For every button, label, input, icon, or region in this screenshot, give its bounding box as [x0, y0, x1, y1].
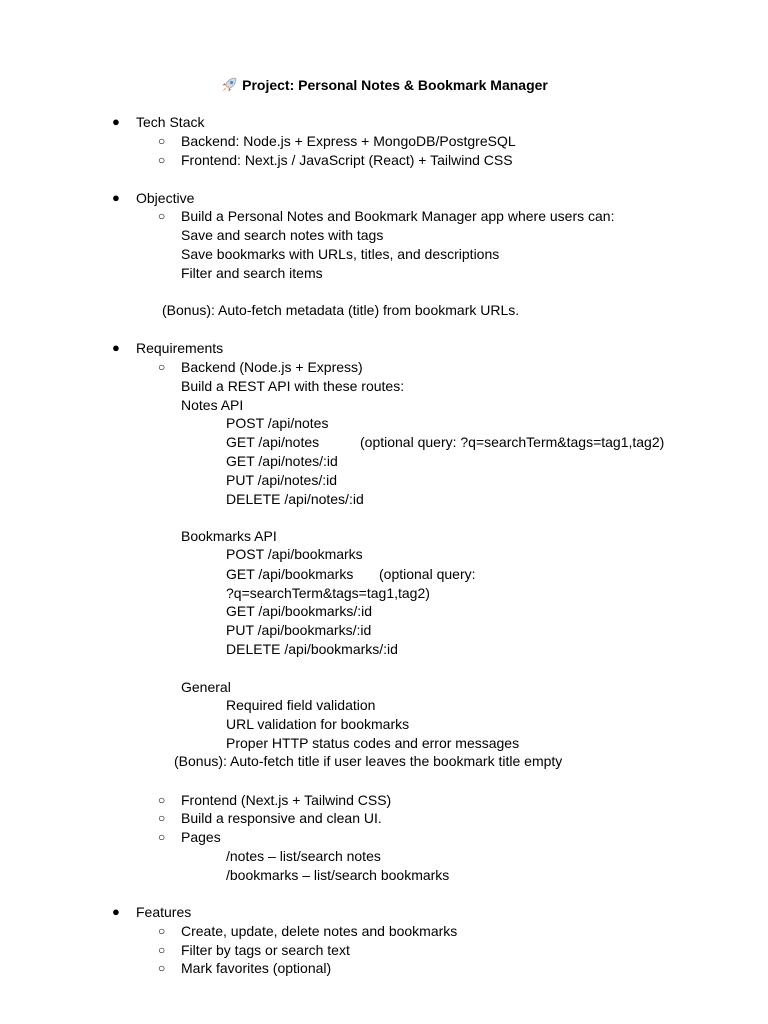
route-line: GET /api/notes: [226, 434, 320, 450]
bullet-circle: ○: [158, 830, 166, 844]
objective-subline: Save and search notes with tags: [181, 227, 384, 243]
general-item: URL validation for bookmarks: [226, 716, 410, 732]
tech-stack-backend: Backend: Node.js + Express + MongoDB/PostgreSQL: [181, 133, 516, 149]
bullet-circle: ○: [158, 811, 166, 825]
bookmarks-api-heading: Bookmarks API: [181, 528, 277, 544]
document-title: [0, 76, 768, 94]
backend-item: Backend (Node.js + Express): [181, 359, 363, 375]
requirements-heading: Requirements: [136, 340, 224, 356]
objective-item: Build a Personal Notes and Bookmark Manager app where users can:: [181, 208, 615, 224]
notes-api-heading: Notes API: [181, 397, 244, 413]
feature-item: Create, update, delete notes and bookmarks: [181, 923, 458, 939]
objective-subline: Save bookmarks with URLs, titles, and descriptions: [181, 246, 500, 262]
objective-heading: Objective: [136, 190, 195, 206]
bullet-disc: ●: [112, 190, 120, 205]
bullet-circle: ○: [158, 924, 166, 938]
bullet-disc: ●: [112, 114, 120, 129]
page-route: /notes – list/search notes: [226, 848, 381, 864]
general-item: Proper HTTP status codes and error messages: [226, 735, 520, 751]
objective-subline: Filter and search items: [181, 265, 323, 281]
route-line: GET /api/bookmarks/:id: [226, 603, 373, 619]
route-line: POST /api/bookmarks: [226, 546, 363, 562]
bullet-circle: ○: [158, 961, 166, 975]
route-line: DELETE /api/bookmarks/:id: [226, 641, 398, 657]
route-line: ?q=searchTerm&tags=tag1,tag2): [226, 585, 430, 601]
route-line: GET /api/bookmarks: [226, 566, 354, 582]
route-line: GET /api/notes/:id: [226, 453, 338, 469]
general-heading: General: [181, 679, 231, 695]
frontend-item: Frontend (Next.js + Tailwind CSS): [181, 792, 392, 808]
feature-item: Mark favorites (optional): [181, 960, 332, 976]
route-query-note: (optional query:: [379, 566, 476, 582]
bullet-circle: ○: [158, 209, 166, 223]
tech-stack-heading: Tech Stack: [136, 114, 205, 130]
bullet-circle: ○: [158, 943, 166, 957]
document-title-text: Project: Personal Notes & Bookmark Manager: [242, 77, 548, 93]
tech-stack-frontend: Frontend: Next.js / JavaScript (React) + Tailwind CSS: [181, 152, 513, 168]
bullet-circle: ○: [158, 134, 166, 148]
route-line: DELETE /api/notes/:id: [226, 491, 364, 507]
route-line: PUT /api/bookmarks/:id: [226, 622, 372, 638]
route-line: POST /api/notes: [226, 415, 329, 431]
features-heading: Features: [136, 904, 192, 920]
rocket-icon: [220, 77, 238, 93]
frontend-item: Pages: [181, 829, 221, 845]
feature-item: Filter by tags or search text: [181, 942, 350, 958]
route-query-note: (optional query: ?q=searchTerm&tags=tag1,tag2): [360, 434, 665, 450]
frontend-item: Build a responsive and clean UI.: [181, 810, 382, 826]
general-item: Required field validation: [226, 697, 376, 713]
bullet-circle: ○: [158, 793, 166, 807]
objective-bonus: (Bonus): Auto-fetch metadata (title) from bookmark URLs.: [162, 302, 520, 318]
bullet-circle: ○: [158, 153, 166, 167]
bullet-circle: ○: [158, 360, 166, 374]
backend-intro: Build a REST API with these routes:: [181, 378, 405, 394]
route-line: PUT /api/notes/:id: [226, 472, 338, 488]
general-bonus: (Bonus): Auto-fetch title if user leaves the bookmark title empty: [174, 753, 563, 769]
bullet-disc: ●: [112, 340, 120, 355]
bullet-disc: ●: [112, 904, 120, 919]
page-route: /bookmarks – list/search bookmarks: [226, 867, 450, 883]
